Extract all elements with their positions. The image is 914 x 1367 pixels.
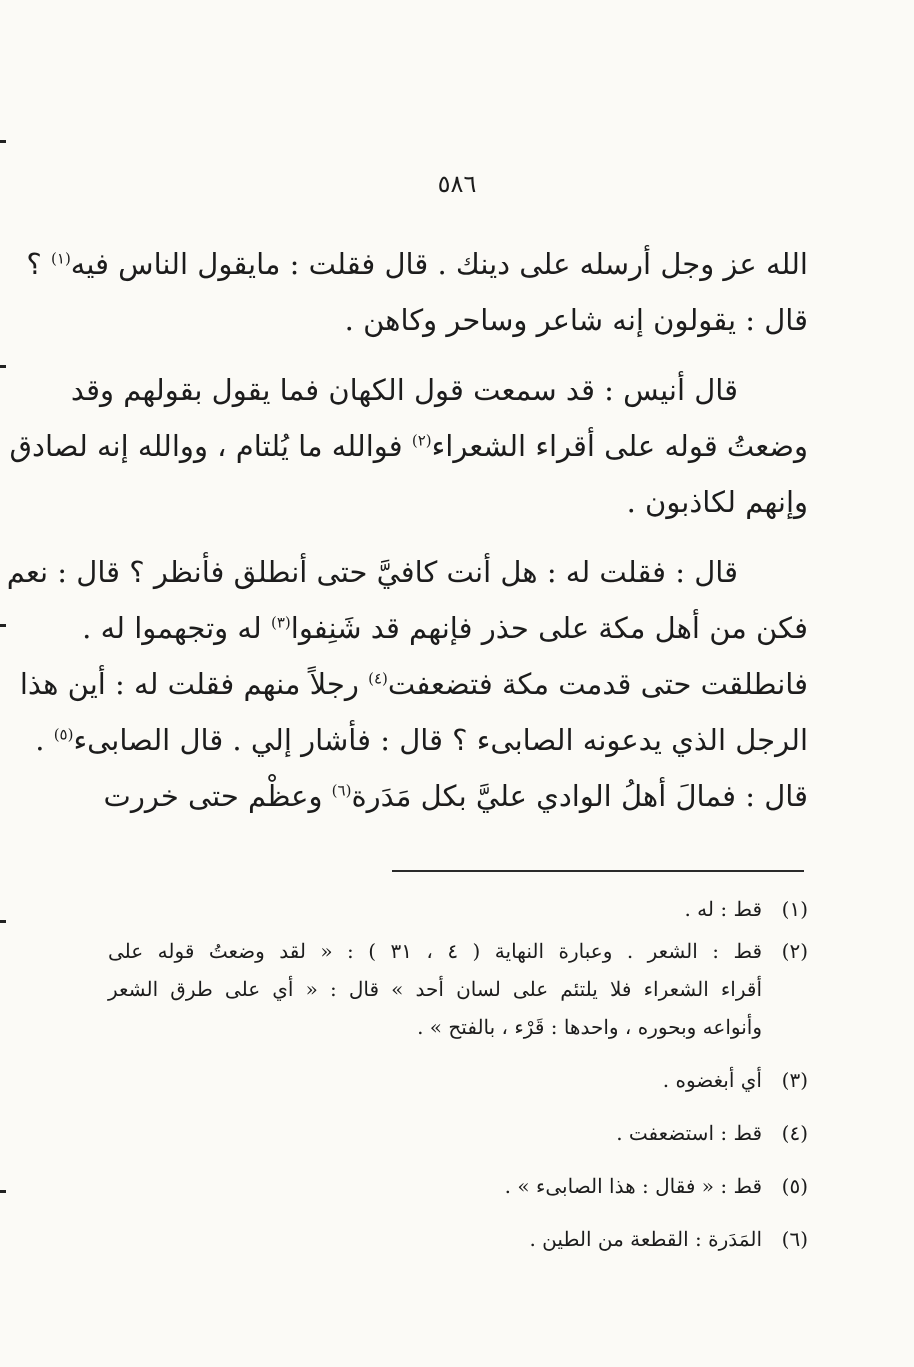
paragraph (26, 236, 808, 348)
footnote-ref: (٢) (411, 431, 432, 450)
footnote-ref: (١) (51, 249, 71, 268)
text-line: الله عز وجل أرسله على دينك . قال فقلت : مايقول الناس فيه$^{(١)}$ ؟ (26, 247, 808, 281)
footnote-number: (٦) (781, 1227, 808, 1251)
footnotes (108, 890, 808, 1258)
footnote-text: قط : « فقال : هذا الصابىء » . (504, 1174, 762, 1198)
scan-margin-mark (0, 920, 6, 923)
footnote-number: (٤) (781, 1121, 808, 1145)
paragraph (6, 544, 808, 824)
footnote-ref: (٥) (53, 725, 74, 744)
text-line: وضعتُ قوله على أقراء الشعراء$^{(٢)}$ فوالله ما يُلتام ، ووالله إنه لصادق (9, 429, 808, 463)
footnote (108, 1220, 808, 1258)
text-line: قال أنيس : قد سمعت قول الكهان فما يقول بقولهم وقد (70, 373, 738, 407)
scan-margin-mark (0, 1190, 6, 1193)
scan-margin-mark (0, 140, 6, 143)
footnote-number: (٢) (781, 939, 808, 963)
footnote-text: أي أبغضوه . (662, 1068, 762, 1092)
footnote-number: (٥) (781, 1174, 808, 1198)
paragraph (9, 362, 808, 530)
text-line: قال : فمالَ أهلُ الوادي عليَّ بكل مَدَرة$^{(٦)}$ وعظْم حتى خررت (103, 779, 808, 813)
text-line: قال : فقلت له : هل أنت كافيَّ حتى أنطلق فأنظر ؟ قال : نعم (6, 555, 738, 589)
footnote (108, 890, 808, 928)
footnote-text: قط : استضعفت . (616, 1121, 762, 1145)
footnote-number: (٣) (781, 1068, 808, 1092)
scan-margin-mark (0, 624, 6, 627)
text-line: فكن من أهل مكة على حذر فإنهم قد شَنِفوا$^{(٣)}$ له وتجهموا له . (82, 611, 808, 645)
footnote-ref: (٣) (270, 613, 291, 632)
footnote-text: قط : الشعر . وعبارة النهاية ( ٤ ، ٣١ ) : « لقد وضعتُ قوله على (108, 939, 763, 963)
footnote-text: وأنواعه وبحوره ، واحدها : قَرْء ، بالفتح » . (417, 1015, 762, 1039)
footnote-text: قط : له . (684, 897, 762, 921)
footnote (108, 932, 808, 1046)
footnote-ref: (٦) (331, 781, 352, 800)
main-text (6, 236, 808, 824)
footnote-text: أقراء الشعراء فلا يلتئم على لسان أحد » قال : « أي على طرق الشعر (108, 977, 762, 1001)
text-line: قال : يقولون إنه شاعر وساحر وكاهن . (344, 303, 808, 337)
footnote-divider (392, 870, 804, 872)
text-line: وإنهم لكاذبون . (626, 485, 808, 519)
text-line: الرجل الذي يدعونه الصابىء ؟ قال : فأشار إلي . قال الصابىء$^{(٥)}$ . (35, 723, 808, 757)
footnote-ref: (٤) (368, 669, 388, 688)
footnote (108, 1167, 808, 1205)
footnote (108, 1061, 808, 1099)
footnote-number: (١) (781, 897, 808, 921)
footnote-text: المَدَرة : القطعة من الطين . (529, 1227, 762, 1251)
text-line: فانطلقت حتى قدمت مكة فتضعفت$^{(٤)}$ رجلاً منهم فقلت له : أين هذا (19, 667, 808, 701)
scan-margin-mark (0, 365, 6, 368)
page-number: ٥٨٦ (437, 170, 477, 198)
footnote (108, 1114, 808, 1152)
